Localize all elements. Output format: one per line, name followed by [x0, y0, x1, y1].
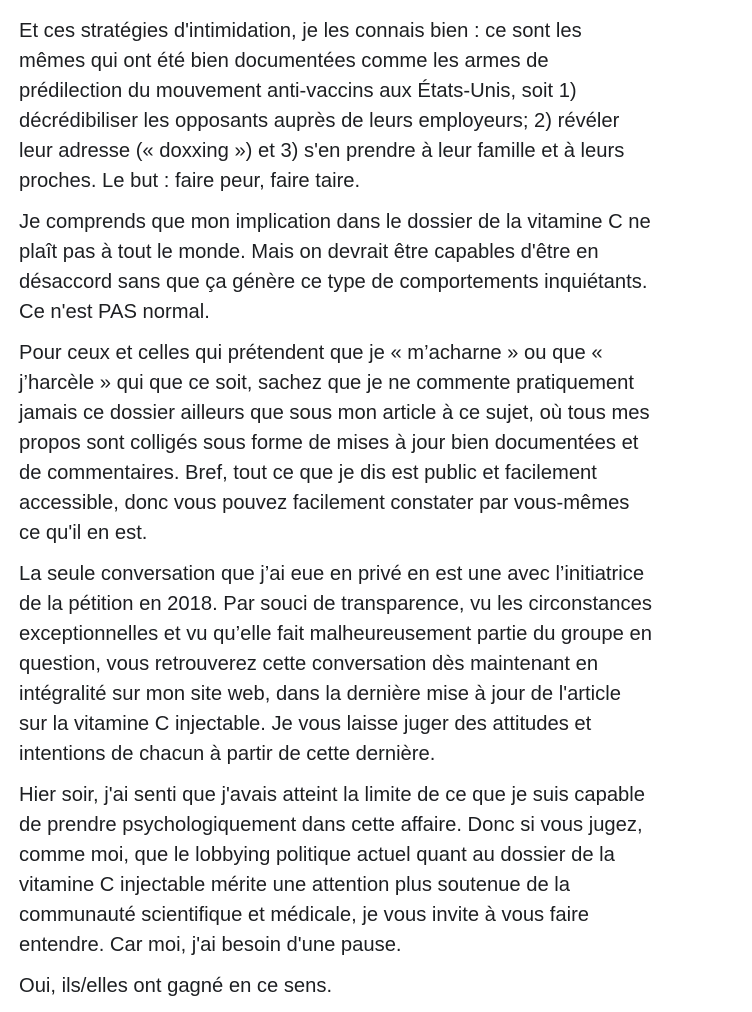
text-line: jamais ce dossier ailleurs que sous mon article à ce sujet, où tous mes [19, 402, 650, 424]
text-line: sur la vitamine C injectable. Je vous laisse juger des attitudes et [19, 713, 592, 735]
text-line: j’harcèle » qui que ce soit, sachez que je ne commente pratiquement [19, 372, 634, 394]
text-line: de prendre psychologiquement dans cette affaire. Donc si vous jugez, [19, 814, 643, 836]
post-paragraph-1 [19, 16, 747, 196]
text-line: exceptionnelles et vu qu’elle fait malheureusement partie du groupe en [19, 623, 652, 645]
post-paragraph-5 [19, 780, 747, 960]
text-line: entendre. Car moi, j'ai besoin d'une pause. [19, 934, 402, 956]
text-line: Hier soir, j'ai senti que j'avais atteint la limite de ce que je suis capable [19, 784, 645, 806]
text-line: Oui, ils/elles ont gagné en ce sens. [19, 975, 333, 997]
text-line: Et ces stratégies d'intimidation, je les connais bien : ce sont les [19, 20, 582, 42]
text-line: propos sont colligés sous forme de mises à jour bien documentées et [19, 432, 639, 454]
text-line: de la pétition en 2018. Par souci de transparence, vu les circonstances [19, 593, 652, 615]
text-line: La seule conversation que j’ai eue en privé en est une avec l’initiatrice [19, 563, 645, 585]
text-line: vitamine C injectable mérite une attention plus soutenue de la [19, 874, 571, 896]
text-line: accessible, donc vous pouvez facilement constater par vous-mêmes [19, 492, 630, 514]
post-paragraph-4 [19, 559, 747, 769]
text-line: intégralité sur mon site web, dans la dernière mise à jour de l'article [19, 683, 621, 705]
text-line: leur adresse (« doxxing ») et 3) s'en prendre à leur famille et à leurs [19, 140, 625, 162]
text-line: mêmes qui ont été bien documentées comme les armes de [19, 50, 549, 72]
text-line: proches. Le but : faire peur, faire taire. [19, 170, 361, 192]
text-line: plaît pas à tout le monde. Mais on devrait être capables d'être en [19, 241, 599, 263]
text-line: prédilection du mouvement anti-vaccins aux États-Unis, soit 1) [19, 80, 577, 102]
text-line: Je comprends que mon implication dans le dossier de la vitamine C ne [19, 211, 651, 233]
text-line: Ce n'est PAS normal. [19, 301, 210, 323]
post-paragraph-6 [19, 971, 747, 1001]
text-line: question, vous retrouverez cette conversation dès maintenant en [19, 653, 599, 675]
post-paragraph-3 [19, 338, 747, 548]
post-body [19, 16, 747, 1012]
text-line: désaccord sans que ça génère ce type de comportements inquiétants. [19, 271, 648, 293]
text-line: de commentaires. Bref, tout ce que je dis est public et facilement [19, 462, 597, 484]
text-line: intentions de chacun à partir de cette dernière. [19, 743, 436, 765]
text-line: ce qu'il en est. [19, 522, 148, 544]
text-line: décrédibiliser les opposants auprès de leurs employeurs; 2) révéler [19, 110, 620, 132]
text-line: comme moi, que le lobbying politique actuel quant au dossier de la [19, 844, 615, 866]
text-line: communauté scientifique et médicale, je vous invite à vous faire [19, 904, 590, 926]
post-paragraph-2 [19, 207, 747, 327]
text-line: Pour ceux et celles qui prétendent que je « m’acharne » ou que « [19, 342, 603, 364]
